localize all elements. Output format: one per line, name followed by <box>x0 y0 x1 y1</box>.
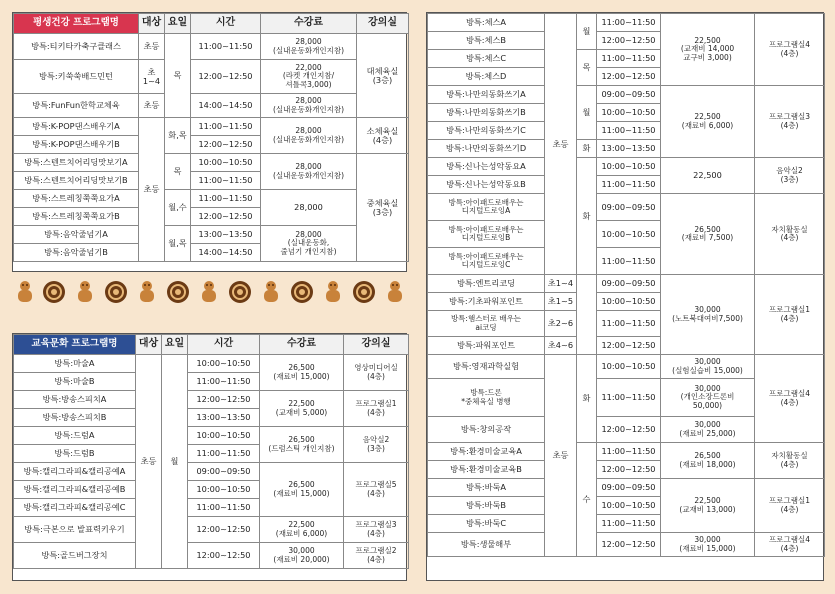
fee-cell: 30,000 (노트북대여비7,500) <box>661 275 755 355</box>
table-row: 방특:음악줄넘기A <box>14 226 139 244</box>
time-cell: 13:00~13:50 <box>597 140 661 158</box>
table-row: 방특:방송스피치A <box>14 391 136 409</box>
fee-cell: 22,500 (재료비 6,000) <box>661 86 755 158</box>
fee-cell: 28,000 (실내운동화, 줄넘기 개인지참) <box>261 226 357 262</box>
table-row: 방특:체스A <box>428 14 545 32</box>
target-cell: 초등 <box>136 355 162 569</box>
fee-cell: 28,000 (실내운동화개인지참) <box>261 154 357 190</box>
col-time: 시간 <box>191 14 261 34</box>
target-cell: 초등 <box>545 355 577 557</box>
time-cell: 11:00~11:50 <box>597 50 661 68</box>
table-row: 방특:극본으로 발표력키우기 <box>14 517 136 543</box>
col-fee: 수강료 <box>260 335 344 355</box>
table-row: 방특:K-POP댄스배우기A <box>14 118 139 136</box>
table-row: 방특:나만의동화쓰기A <box>428 86 545 104</box>
target-cell: 초등 <box>545 14 577 275</box>
time-cell: 10:00~10:50 <box>188 427 260 445</box>
swirl-cookie-icon <box>352 280 376 304</box>
table-row: 방특:티키타카축구클래스 <box>14 34 139 60</box>
day-cell: 화,목 <box>165 118 191 154</box>
col-time: 시간 <box>188 335 260 355</box>
time-cell: 11:00~11:50 <box>597 122 661 140</box>
time-cell: 12:00~12:50 <box>188 517 260 543</box>
table-row: 방특:캘리그라피&캘리공예B <box>14 481 136 499</box>
table-row: 방특:방송스피치B <box>14 409 136 427</box>
right-program-table <box>427 13 825 557</box>
table-row: 방특:골드버그장치 <box>14 543 136 569</box>
table-row: 방특:드럼A <box>14 427 136 445</box>
table-row: 방특:나만의동화쓰기B <box>428 104 545 122</box>
time-cell: 10:00~10:50 <box>597 497 661 515</box>
time-cell: 12:00~12:50 <box>597 533 661 557</box>
time-cell: 11:00~11:50 <box>597 311 661 337</box>
fee-cell: 30,000 (개인소장드론비 50,000) <box>661 379 755 417</box>
right-program-panel <box>426 12 824 581</box>
room-cell: 프로그램실4 (4층) <box>755 355 825 443</box>
culture-title: 교육문화 프로그램명 <box>14 335 136 355</box>
swirl-cookie-icon <box>290 280 314 304</box>
room-cell: 자치활동실 (4층) <box>755 443 825 479</box>
table-row: 방특:체스B <box>428 32 545 50</box>
target-cell: 초1~4 <box>545 275 577 293</box>
target-cell: 초등 <box>139 94 165 118</box>
table-row: 방특:마술A <box>14 355 136 373</box>
day-cell: 월 <box>162 355 188 569</box>
table-row: 방특:체스D <box>428 68 545 86</box>
time-cell: 11:00~11:50 <box>597 443 661 461</box>
fee-cell: 26,500 (재료비 15,000) <box>260 463 344 517</box>
time-cell: 12:00~12:50 <box>597 32 661 50</box>
time-cell: 09:00~09:50 <box>597 86 661 104</box>
col-day: 요일 <box>165 14 191 34</box>
fee-cell: 30,000 (재료비 20,000) <box>260 543 344 569</box>
time-cell: 10:00~10:50 <box>188 355 260 373</box>
time-cell: 11:00~11:50 <box>597 14 661 32</box>
time-cell: 12:00~12:50 <box>188 543 260 569</box>
table-row: 방특:음악줄넘기B <box>14 244 139 262</box>
gingerbread-icon <box>260 280 282 306</box>
table-row: 방특:드럼B <box>14 445 136 463</box>
table-row: 방특:K-POP댄스배우기B <box>14 136 139 154</box>
col-day: 요일 <box>162 335 188 355</box>
room-cell: 음악실2 (3층) <box>755 158 825 194</box>
swirl-cookie-icon <box>104 280 128 304</box>
day-cell: 월 <box>577 86 597 140</box>
table-row: 방특:체스C <box>428 50 545 68</box>
room-cell: 프로그램실5 (4층) <box>344 463 409 517</box>
table-row: 방특:스텐트치어리딩맛보기B <box>14 172 139 190</box>
time-cell: 12:00~12:50 <box>597 337 661 355</box>
table-row: 방특:바둑C <box>428 515 545 533</box>
time-cell: 10:00~10:50 <box>597 293 661 311</box>
fee-cell: 22,500 <box>661 158 755 194</box>
time-cell: 12:00~12:50 <box>597 68 661 86</box>
room-cell: 프로그램실1 (4층) <box>344 391 409 427</box>
time-cell: 11:00~11:50 <box>191 34 261 60</box>
time-cell: 11:00~11:50 <box>597 379 661 417</box>
time-cell: 12:00~12:50 <box>597 417 661 443</box>
time-cell: 12:00~12:50 <box>188 391 260 409</box>
room-cell: 프로그램실4 (4층) <box>755 14 825 86</box>
room-cell: 중체육실 (3층) <box>357 154 409 262</box>
table-row: 방특:캘리그라피&캘리공예A <box>14 463 136 481</box>
culture-program-table <box>13 334 409 569</box>
table-row: 방특:환경미술교육B <box>428 461 545 479</box>
table-row: 방특:햄스터로 배우는 ai코딩 <box>428 311 545 337</box>
col-target: 대상 <box>139 14 165 34</box>
table-row: 방특:스트레칭쭉쭉요가B <box>14 208 139 226</box>
room-cell: 프로그램실2 (4층) <box>344 543 409 569</box>
day-cell: 목 <box>165 154 191 190</box>
day-cell: 목 <box>577 50 597 86</box>
time-cell: 10:00~10:50 <box>597 221 661 248</box>
table-row: 방특:키쑥쑥배드민턴 <box>14 60 139 94</box>
table-row: 방특:영재과학실험 <box>428 355 545 379</box>
room-cell: 대체육실 (3층) <box>357 34 409 118</box>
table-row: 방특:기초파워포인트 <box>428 293 545 311</box>
gingerbread-icon <box>74 280 96 306</box>
col-fee: 수강료 <box>261 14 357 34</box>
table-row: 방특:아이패드로배우는 디지털드로잉A <box>428 194 545 221</box>
room-cell: 프로그램실3 (4층) <box>755 86 825 158</box>
fee-cell: 28,000 (실내운동화개인지참) <box>261 118 357 154</box>
target-cell: 초4~6 <box>545 337 577 355</box>
table-row: 방특:나만의동화쓰기D <box>428 140 545 158</box>
target-cell: 초등 <box>139 118 165 262</box>
table-row: 방특:스트레칭쭉쭉요가A <box>14 190 139 208</box>
target-cell: 초2~6 <box>545 311 577 337</box>
day-cell: 화 <box>577 140 597 158</box>
time-cell: 11:00~11:50 <box>188 445 260 463</box>
gingerbread-icon <box>14 280 36 306</box>
swirl-cookie-icon <box>228 280 252 304</box>
table-row: 방특:바둑B <box>428 497 545 515</box>
time-cell: 11:00~11:50 <box>191 172 261 190</box>
time-cell: 09:00~09:50 <box>597 194 661 221</box>
table-row: 방특:아이패드로배우는 디지털드로잉C <box>428 248 545 275</box>
time-cell: 13:00~13:50 <box>188 409 260 427</box>
target-cell: 초1~5 <box>545 293 577 311</box>
fee-cell: 26,500 (재료비 15,000) <box>260 355 344 391</box>
fee-cell: 30,000 (재료비 15,000) <box>661 533 755 557</box>
room-cell: 영상미디어실 (4층) <box>344 355 409 391</box>
time-cell: 10:00~10:50 <box>191 154 261 172</box>
time-cell: 11:00~11:50 <box>191 118 261 136</box>
time-cell: 14:00~14:50 <box>191 244 261 262</box>
fee-cell: 30,000 (실험실습비 15,000) <box>661 355 755 379</box>
time-cell: 09:00~09:50 <box>188 463 260 481</box>
time-cell: 09:00~09:50 <box>597 275 661 293</box>
table-row: 방특:드론 *중체육실 병행 <box>428 379 545 417</box>
time-cell: 14:00~14:50 <box>191 94 261 118</box>
table-row: 방특:캘리그라피&캘리공예C <box>14 499 136 517</box>
time-cell: 10:00~10:50 <box>597 158 661 176</box>
day-cell: 목 <box>165 34 191 118</box>
time-cell: 13:00~13:50 <box>191 226 261 244</box>
room-cell: 프로그램실1 (4층) <box>755 479 825 533</box>
target-cell: 초 1~4 <box>139 60 165 94</box>
day-cell: 수 <box>577 443 597 557</box>
fee-cell: 22,500 (교재비 14,000 교구비 3,000) <box>661 14 755 86</box>
col-target: 대상 <box>136 335 162 355</box>
room-cell: 프로그램실4 (4층) <box>755 533 825 557</box>
room-cell: 자치활동실 (4층) <box>755 194 825 275</box>
time-cell: 10:00~10:50 <box>188 481 260 499</box>
time-cell: 12:00~12:50 <box>597 461 661 479</box>
time-cell: 12:00~12:50 <box>191 60 261 94</box>
col-room: 강의실 <box>344 335 409 355</box>
fee-cell: 26,500 (재료비 18,000) <box>661 443 755 479</box>
swirl-cookie-icon <box>42 280 66 304</box>
day-cell: 화 <box>577 355 597 443</box>
gingerbread-icon <box>322 280 344 306</box>
health-title: 평생건강 프로그램명 <box>14 14 139 34</box>
decoration-row <box>0 280 410 310</box>
table-row: 방특:파워포인트 <box>428 337 545 355</box>
gingerbread-icon <box>198 280 220 306</box>
target-cell: 초등 <box>139 34 165 60</box>
room-cell: 프로그램실1 (4층) <box>755 275 825 355</box>
time-cell: 10:00~10:50 <box>597 355 661 379</box>
swirl-cookie-icon <box>166 280 190 304</box>
room-cell: 프로그램실3 (4층) <box>344 517 409 543</box>
fee-cell: 22,500 (재료비 6,000) <box>260 517 344 543</box>
health-program-panel <box>12 12 407 272</box>
room-cell: 음악실2 (3층) <box>344 427 409 463</box>
fee-cell: 30,000 (재료비 25,000) <box>661 417 755 443</box>
day-cell: 화 <box>577 158 597 275</box>
time-cell: 11:00~11:50 <box>597 176 661 194</box>
time-cell: 11:00~11:50 <box>597 248 661 275</box>
table-row: 방특:엔트리코딩 <box>428 275 545 293</box>
table-row: 방특:나만의동화쓰기C <box>428 122 545 140</box>
room-cell: 소체육실 (4층) <box>357 118 409 154</box>
gingerbread-icon <box>136 280 158 306</box>
table-row: 방특:환경미술교육A <box>428 443 545 461</box>
fee-cell: 22,000 (라켓 개인지참/ 셔틀콕3,000) <box>261 60 357 94</box>
fee-cell: 28,000 <box>261 190 357 226</box>
day-cell: 월 <box>577 14 597 50</box>
fee-cell: 22,500 (교재비 5,000) <box>260 391 344 427</box>
col-room: 강의실 <box>357 14 409 34</box>
table-row: 방특:신나는성악동요B <box>428 176 545 194</box>
fee-cell: 22,500 (교재비 13,000) <box>661 479 755 533</box>
table-row: 방특:생물해부 <box>428 533 545 557</box>
time-cell: 12:00~12:50 <box>191 136 261 154</box>
table-row: 방특:마술B <box>14 373 136 391</box>
day-cell <box>577 275 597 355</box>
table-row: 방특:바둑A <box>428 479 545 497</box>
time-cell: 11:00~11:50 <box>188 373 260 391</box>
gingerbread-icon <box>384 280 406 306</box>
health-program-table <box>13 13 409 262</box>
fee-cell: 26,500 (재료비 7,500) <box>661 194 755 275</box>
time-cell: 11:00~11:50 <box>191 190 261 208</box>
time-cell: 12:00~12:50 <box>191 208 261 226</box>
fee-cell: 28,000 (실내운동화개인지참) <box>261 34 357 60</box>
time-cell: 11:00~11:50 <box>597 515 661 533</box>
time-cell: 10:00~10:50 <box>597 104 661 122</box>
table-row: 방특:아이패드로배우는 디지털드로잉B <box>428 221 545 248</box>
table-row: 방특:스텐트치어리딩맛보기A <box>14 154 139 172</box>
day-cell: 월,수 <box>165 190 191 226</box>
table-row: 방특:신나는성악동요A <box>428 158 545 176</box>
day-cell: 월,목 <box>165 226 191 262</box>
table-row: 방특:FunFun한학교체육 <box>14 94 139 118</box>
fee-cell: 26,500 (드럼스틱 개인지참) <box>260 427 344 463</box>
table-row: 방특:창의공작 <box>428 417 545 443</box>
time-cell: 11:00~11:50 <box>188 499 260 517</box>
time-cell: 09:00~09:50 <box>597 479 661 497</box>
culture-program-panel <box>12 333 407 581</box>
fee-cell: 28,000 (실내운동화개인지참) <box>261 94 357 118</box>
